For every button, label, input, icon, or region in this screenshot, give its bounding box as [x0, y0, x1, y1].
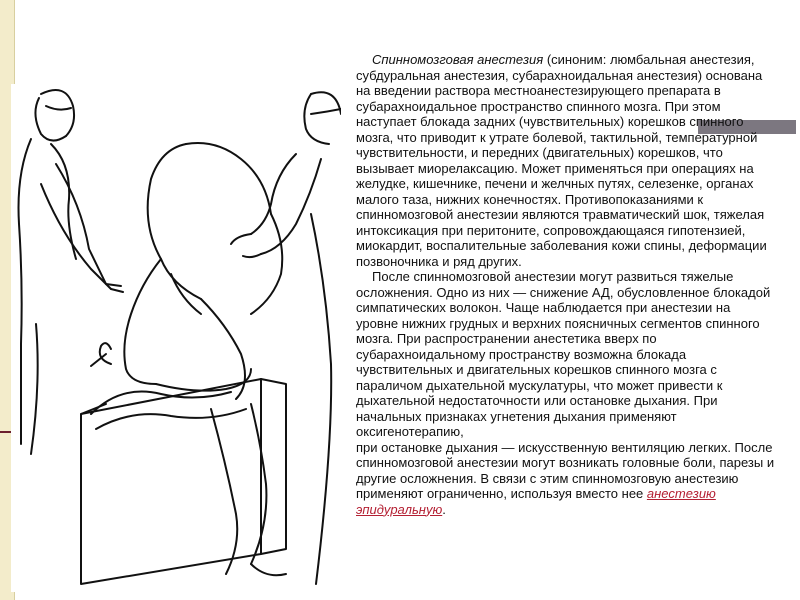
paragraph-definition-body: (синоним: люмбальная анестезия, субдуральная анестезия, субарахноидальная анестезия) основана на введении раствора местноанестезирующего препарата в субарахноидальное пространство спинного мозга. При этом наступает блокада задних (чувствительных) корешков спинного мозга, что приводит к утрате болевой, тактильной, температурной чувствительности, и передних (двигательных) корешков, что вызывает миорелаксацию. Может применяться при операциях на желудке, кишечнике, печени и желчных путях, селезенке, органах малого таза, нижних конечностях. Противопоказаниями к спинномозговой анестезии являются травматический шок, тяжелая интоксикация при перитоните, сопровождающаяся гипотензией, миокардит, воспалительные заболевания кожи спины, деформации позвоночника и ряд других. [356, 52, 767, 269]
paragraph-definition [356, 52, 776, 269]
term-spinal-anesthesia: Спинномозговая анестезия [372, 52, 544, 67]
article-text [356, 52, 776, 517]
paragraph-conclusion-end: . [442, 501, 446, 517]
left-doctor-figure [19, 90, 124, 454]
epidural-anesthesia-link[interactable]: анестезию эпидуральную [356, 486, 716, 517]
spinal-anesthesia-illustration [11, 84, 341, 592]
paragraph-conclusion-body: при остановке дыхания — искусственную вентиляцию легких. После спинномозговой анестезии могут возникать головные боли, парезы и другие осложнения. В связи с этим спинномозговую анестезию применяют ограниченно, используя вместо нее [356, 439, 775, 501]
paragraph-complications: После спинномозговой анестезии могут развиться тяжелые осложнения. Одно из них — снижение АД, обусловленное блокадой симпатических волокон. Чаще наблюдается при анестезии на уровне нижних грудных и верхних поясничных сегментов спинного мозга. При распространении анестетика вверх по субарахноидальному пространству возможна блокада чувствительных и двигательных корешков спинного мозга с параличом дыхательной мускулатуры, что может привести к дыхательной недостаточности или остановке дыхания. При начальных признаках угнетения дыхания применяют оксигенотерапию, [356, 269, 771, 439]
patient-figure [91, 143, 286, 575]
paragraph-conclusion [356, 440, 776, 518]
